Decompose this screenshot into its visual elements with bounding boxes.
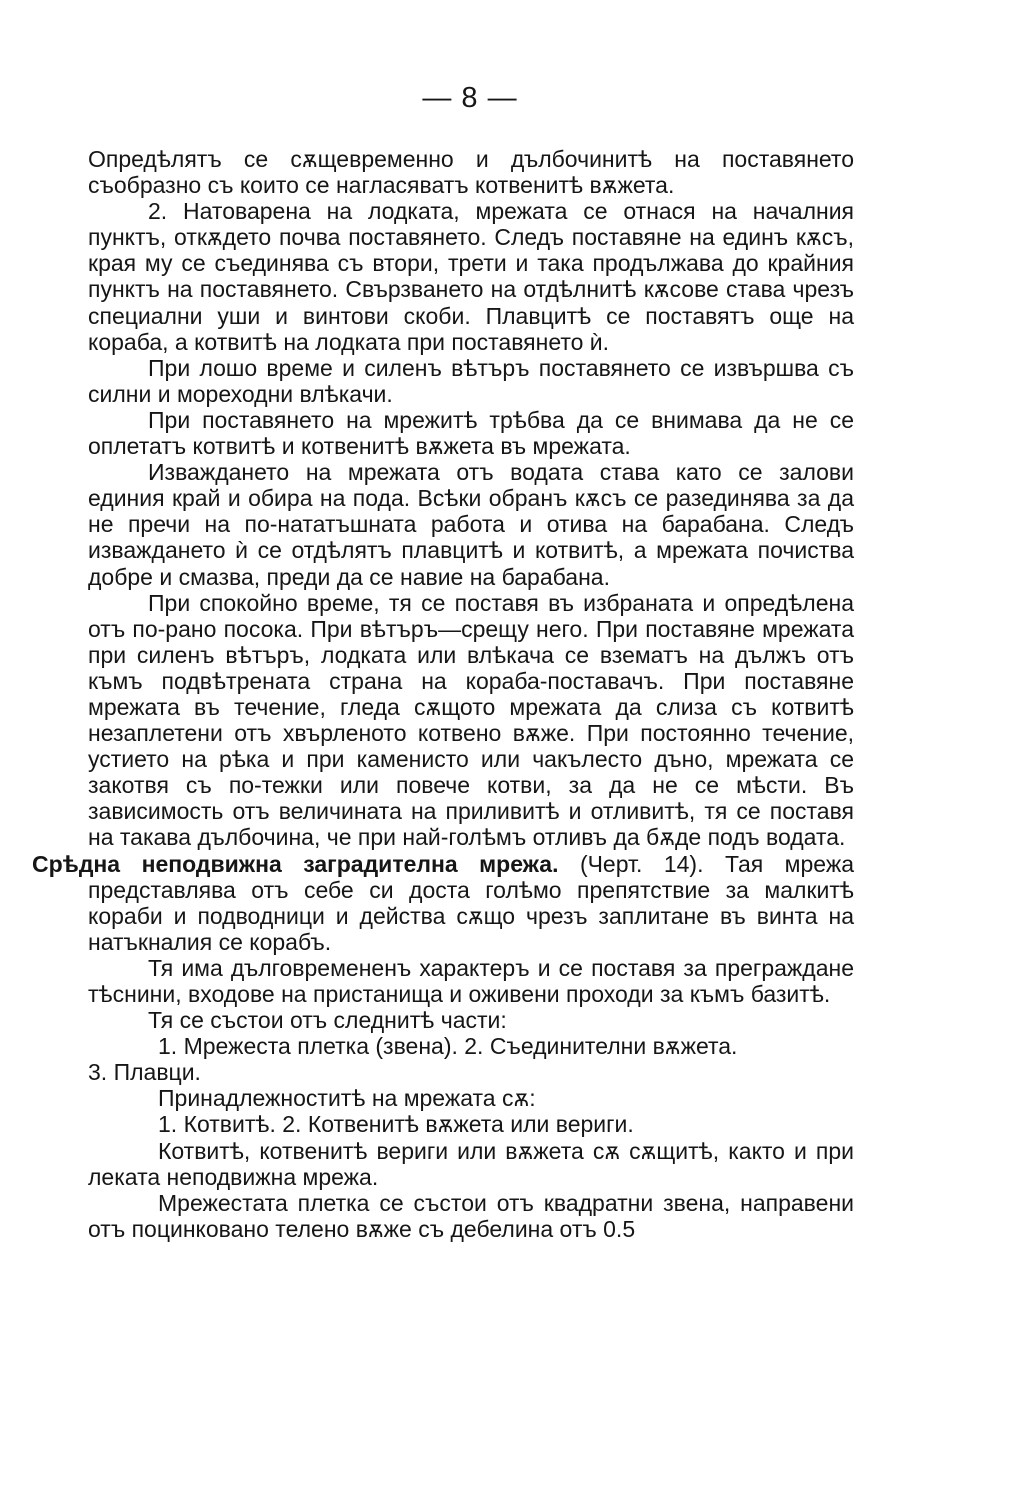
list-line: 1. Котвитѣ. 2. Котвенитѣ вѫжета или вериги. bbox=[158, 1111, 634, 1138]
paragraph: При лошо време и силенъ вѣтъръ поставянето се извършва съ силни и мореходни влѣкачи. bbox=[88, 354, 854, 407]
page-number: — 8 — bbox=[422, 82, 518, 114]
paragraph: 2. Натоварена на лодката, мрежата се отнася на началния пунктъ, откѫдето почва поставянето. Следъ поставяне на единъ кѫсъ, края му се съединява съ втори, трети и така продължава до крайния пунктъ на поставянето. Свързването на отдѣлнитѣ кѫсове става чрезъ специални уши и винтови скоби. Плавцитѣ се поставятъ още на кораба, а котвитѣ на лодката при поставянето ѝ. bbox=[88, 198, 854, 355]
paragraph: Тя се състои отъ следнитѣ части: bbox=[148, 1007, 507, 1034]
list-line: 3. Плавци. bbox=[88, 1059, 201, 1086]
section-heading: Срѣдна неподвижна заградителна мрежа. bbox=[32, 850, 559, 877]
body-text bbox=[32, 146, 855, 1242]
paragraph: При спокойно време, тя се поставя въ избраната и опредѣлена отъ по-рано посока. При вѣтъръ—срещу него. При поставяне мрежата при силенъ вѣтъръ, лодката или влѣкача се взематъ на дължъ отъ къмъ подвѣтрената страна на кораба-поставачъ. При поставяне мрежата въ течение, гледа сѫщото мрежата да слиза съ котвитѣ незаплетени отъ хвърленото котвено вѫже. При постоянно течение, устието на рѣка и при каменисто или чакълесто дъно, мрежата се закотвя съ по-тежки или повече котви, за да не се мѣсти. Въ зависимость отъ величината на приливитѣ и отливитѣ, тя се поставя на такава дълбочина, че при най-голѣмъ отливъ да бѫде подъ водата. bbox=[88, 589, 854, 851]
paragraph: Тя има дълговремененъ характеръ и се поставя за преграждане тѣснини, входове на пристанища и оживени проходи за къмъ базитѣ. bbox=[88, 954, 854, 1007]
paragraph: Опредѣлятъ се сѫщевременно и дълбочинитѣ на поставянето съобразно съ които се нагласяватъ котвенитѣ вѫжета. bbox=[88, 146, 854, 199]
section-intro: (Черт. 14). Тая мрежа представлява отъ себе си доста голѣмо препятствие за малкитѣ кораби и подводници и действа сѫщо чрезъ заплитане въ винта на натъкналия се корабъ. bbox=[88, 850, 855, 955]
paragraph: Принадлежноститѣ на мрежата сѫ: bbox=[158, 1085, 536, 1112]
paragraph: Изваждането на мрежата отъ водата става като се залови единия край и обира на пода. Всѣки обранъ кѫсъ се разединява за да не пречи на по-нататъшната работа и отива на барабана. Следъ изваждането ѝ се отдѣлятъ плавцитѣ и котвитѣ, а мрежата почиства добре и смазва, преди да се навие на барабана. bbox=[88, 459, 854, 590]
section-paragraph bbox=[32, 850, 855, 955]
list-line: 1. Мрежеста плетка (звена). 2. Съединителни вѫжета. bbox=[158, 1033, 738, 1060]
paragraph: При поставянето на мрежитѣ трѣбва да се внимава да не се оплетатъ котвитѣ и котвенитѣ вѫжета въ мрежата. bbox=[88, 406, 854, 460]
paragraph: Мрежестата плетка се състои отъ квадратни звена, направени отъ поцинковано телено вѫже съ дебелина отъ 0.5 bbox=[88, 1189, 854, 1242]
paragraph: Котвитѣ, котвенитѣ вериги или вѫжета сѫ сѫщитѣ, както и при леката неподвижна мрежа. bbox=[88, 1137, 854, 1190]
